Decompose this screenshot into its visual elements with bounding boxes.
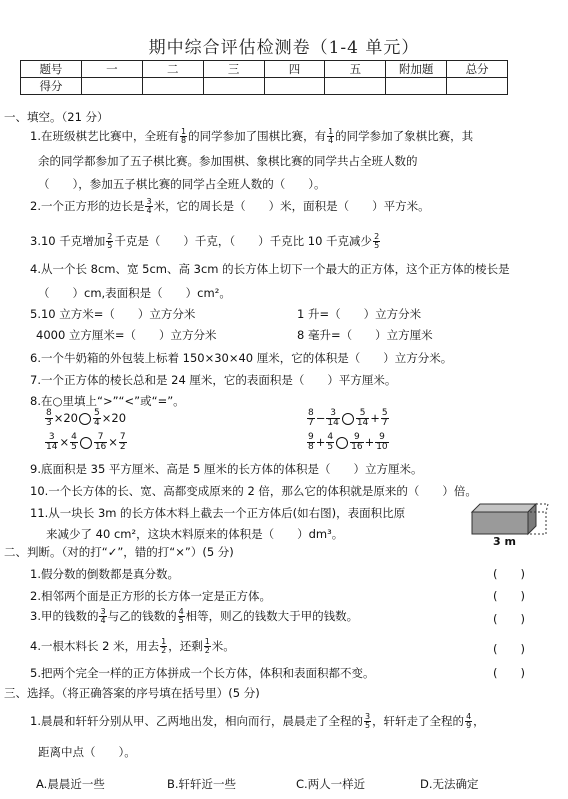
question-1-6: 6.一个牛奶箱的外包装上标着 150×30×40 厘米，它的体积是（ ）立方分米。 (30, 351, 453, 365)
question-1-5d: 8 毫升=（ ）立方厘米 (297, 328, 433, 342)
fraction: $\frac{2}{5}$ (374, 232, 380, 250)
question-1-9: 9.底面积是 35 平方厘米、高是 5 厘米的长方体的体积是（ ）立方厘米。 (30, 462, 423, 476)
section-3-heading: 三、选择。（将正确答案的序号填在括号里）(5 分) (4, 686, 260, 700)
compare-expr-2: $\frac{3}{14}$ × $\frac{4}{5}$ $\frac{7}{16}$ × $\frac{7}{2}$ (46, 432, 126, 452)
judge-paren[interactable]: ( ) (493, 612, 525, 626)
judge-paren[interactable]: ( ) (493, 589, 525, 603)
page-title: 期中综合评估检测卷（1-4 单元） (148, 38, 420, 58)
score-header-cell: 四 (264, 61, 325, 78)
score-header-cell: 三 (203, 61, 264, 78)
choice-1-line2: 距离中点（ ）。 (38, 745, 136, 759)
question-1-5a: 5.10 立方米=（ ）立方分米 (30, 307, 196, 321)
section-1-heading: 一、填空。（21 分） (4, 110, 109, 124)
question-1-5c: 4000 立方厘米=（ ）立方分米 (36, 328, 217, 342)
compare-circle[interactable] (342, 413, 354, 425)
score-header-cell: 一 (81, 61, 142, 78)
score-table-header-row (21, 61, 508, 78)
question-1-3: 3.10 千克增加 $\frac{2}{5}$ 千克是（ ）千克，（ ）千克比 10 千克减少 $\frac{2}{5}$ (30, 232, 380, 250)
question-1-1-line2: 余的同学都参加了五子棋比赛。参加围棋、象棋比赛的同学共占全班人数的 (38, 154, 418, 168)
question-1-5b: 1 升=（ ）立方分米 (297, 307, 422, 321)
question-1-4-line1: 4.从一个长 8cm、宽 5cm、高 3cm 的长方体上切下一个最大的正方体，这个正方体的棱长是 (30, 262, 510, 276)
judge-paren[interactable]: ( ) (493, 666, 525, 680)
fraction: $\frac{1}{4}$ (328, 127, 334, 145)
judge-2: 2.相邻两个面是正方形的长方体一定是正方体。 (30, 589, 271, 603)
fraction: $\frac{2}{5}$ (107, 232, 113, 250)
fraction: $\frac{1}{8}$ (180, 127, 187, 145)
compare-circle[interactable] (80, 437, 92, 449)
compare-expr-4: $\frac{9}{8}$ + $\frac{4}{5}$ $\frac{9}{16}$ + $\frac{9}{10}$ (308, 432, 388, 452)
question-1-1: 1.在班级棋艺比赛中，全班有 $\frac{1}{8}$ 的同学参加了围棋比赛，有 $\frac{1}{4}$ 的同学参加了象棋比赛，其 (30, 127, 474, 145)
question-1-7: 7.一个正方体的棱长总和是 24 厘米，它的表面积是（ ）平方厘米。 (30, 373, 397, 387)
judge-paren[interactable]: ( ) (493, 642, 525, 656)
score-header-cell: 附加题 (386, 61, 447, 78)
score-table (20, 60, 508, 95)
choice-option-d[interactable]: D.无法确定 (420, 777, 479, 791)
score-cell[interactable] (142, 78, 203, 95)
question-1-4-line2: （ ）cm,表面积是（ ）cm²。 (38, 286, 231, 300)
section-2-heading: 二、判断。（对的打“✓”，错的打“×”）(5 分) (4, 545, 234, 559)
choice-1: 1.晨晨和轩轩分别从甲、乙两地出发，相向而行，晨晨走了全程的 $\frac{3}{5}$ ，轩轩走了全程的 $\frac{4}{9}$ ， (30, 712, 485, 730)
cuboid-figure (470, 502, 550, 536)
judge-5: 5.把两个完全一样的正方体拼成一个长方体，体积和表面积都不变。 (30, 666, 375, 680)
score-cell[interactable] (386, 78, 447, 95)
choice-option-a[interactable]: A.晨晨近一些 (36, 777, 105, 791)
question-1-8-heading: 8.在○里填上“>”“<”或“=”。 (30, 394, 185, 408)
judge-4: 4.一根木料长 2 米，用去 $\frac{1}{2}$ ，还剩 $\frac{1}{2}$ 米。 (30, 637, 235, 655)
question-1-11-line1: 11.从一块长 3m 的长方体木料上截去一个正方体后(如右图)，表面积比原 (30, 506, 406, 520)
cuboid-length-label: 3 m (493, 535, 516, 548)
judge-3: 3.甲的钱数的 $\frac{3}{4}$ 与乙的钱数的 $\frac{4}{5}$ 相等，则乙的钱数大于甲的钱数。 (30, 607, 359, 625)
judge-1: 1.假分数的倒数都是真分数。 (30, 567, 179, 581)
score-header-cell: 题号 (21, 61, 82, 78)
score-cell[interactable] (447, 78, 508, 95)
question-1-11-line2: 来减少了 40 cm²，这块木料原来的体积是（ ）dm³。 (46, 527, 344, 541)
score-row-label: 得分 (21, 78, 82, 95)
score-cell[interactable] (264, 78, 325, 95)
score-cell[interactable] (203, 78, 264, 95)
score-table-score-row (21, 78, 508, 95)
score-header-cell: 五 (325, 61, 386, 78)
compare-expr-1: $\frac{8}{3}$ ×20 $\frac{5}{4}$ ×20 (46, 408, 127, 428)
choice-option-c[interactable]: C.两人一样近 (296, 777, 366, 791)
compare-expr-3: $\frac{8}{7}$ − $\frac{3}{14}$ $\frac{5}{14}$ + $\frac{5}{7}$ (308, 408, 388, 428)
fraction: $\frac{3}{4}$ (146, 197, 152, 215)
question-1-1-line3: （ ），参加五子棋比赛的同学占全班人数的（ ）。 (38, 177, 326, 191)
score-header-cell: 二 (142, 61, 203, 78)
choice-option-b[interactable]: B.轩轩近一些 (167, 777, 237, 791)
judge-paren[interactable]: ( ) (493, 567, 525, 581)
question-1-2: 2.一个正方形的边长是 $\frac{3}{4}$ 米，它的周长是（ ）米，面积是（ ）平方米。 (30, 197, 430, 215)
score-header-cell: 总分 (447, 61, 508, 78)
question-1-10: 10.一个长方体的长、宽、高都变成原来的 2 倍，那么它的体积就是原来的（ ）倍。 (30, 484, 477, 498)
compare-circle[interactable] (79, 413, 91, 425)
compare-circle[interactable] (336, 437, 348, 449)
score-cell[interactable] (81, 78, 142, 95)
score-cell[interactable] (325, 78, 386, 95)
